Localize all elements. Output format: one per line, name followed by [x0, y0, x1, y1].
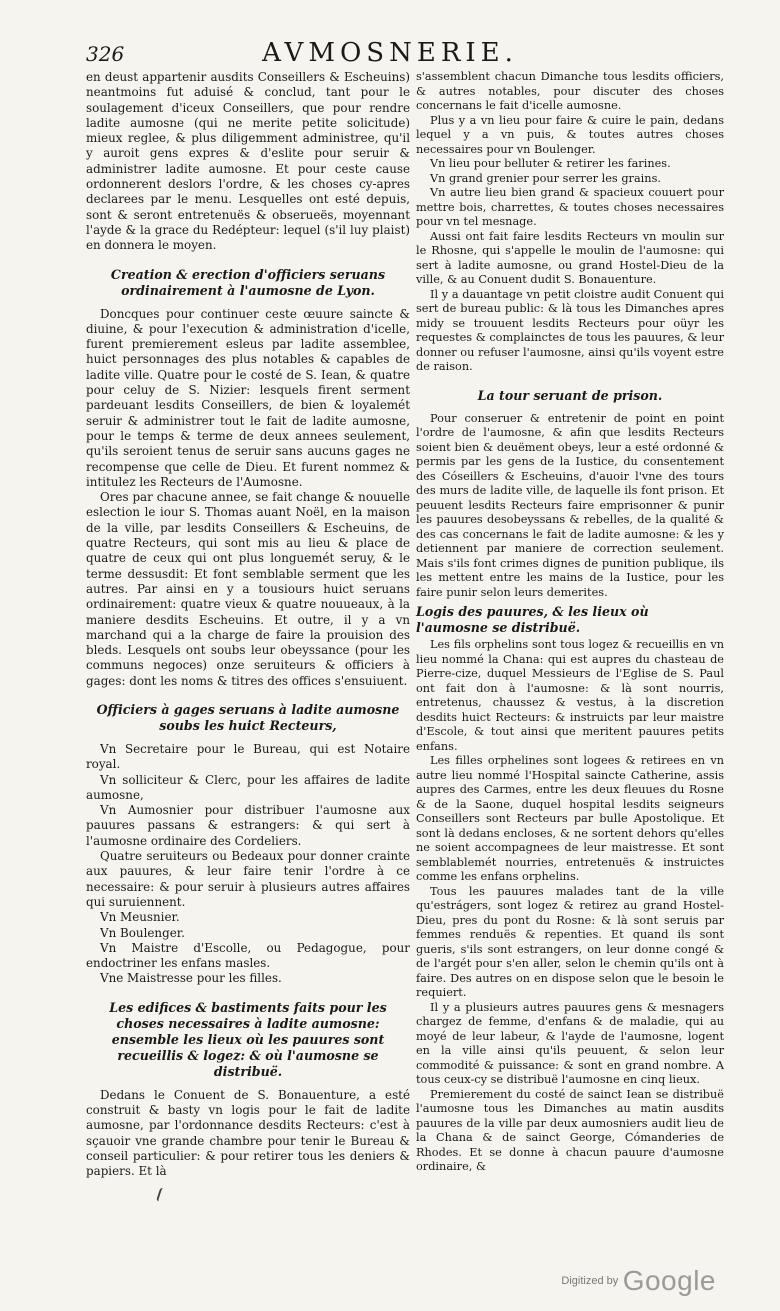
paragraph: Vn autre lieu bien grand & spacieux couuert pour mettre bois, charrettes, & toutes choses necessaires pour vn tel mesnage.	[416, 186, 724, 228]
section-heading: Logis des pauures, & les lieux où l'aumosne se distribuë.	[416, 604, 649, 635]
page-header	[0, 38, 780, 72]
paragraph: Les filles orphelines sont logees & retirees en vn autre lieu nommé l'Hospital saincte Catherine, assis aupres des Carmes, entre les deux fleuues du Rosne & de la Saone, duquel hospital lesdits seigneurs Conseillers sont Recteurs par bulle Apostolique. Et sont là dedans encloses, & ne sortent dehors qu'elles ne soient accompagnees de leur maistresse. Et sont semblablemét nourries, entretenuës & instruictes comme les enfans orphelins.	[416, 754, 724, 883]
paragraph: Il y a plusieurs autres pauures gens & mesnagers chargez de femme, d'enfans & de maladie, qui au moyé de leur labeur, & l'ayde de l'aumosne, logent en la ville ainsi qu'ils peuuent, & selon leur commodité & puissance: & sont en grand nombre. A tous ceux-cy se distribuë l'aumosne en cinq lieux.	[416, 1000, 724, 1086]
watermark-logo: Google	[622, 1265, 716, 1296]
paragraph: Aussi ont fait faire lesdits Recteurs vn moulin sur le Rhosne, qui s'appelle le moulin de l'aumosne: qui sert à ladite aumosne, ou grand Hostel-Dieu de la ville, & au Conuent dudit S. Bonauenture.	[416, 229, 724, 286]
paragraph: Doncques pour continuer ceste œuure saincte & diuine, & pour l'execution & administration d'icelle, furent premierement esleus par ladite assemblee, huict personnages des plus notables & capables de ladite ville. Quatre pour le costé de S. Iean, & quatre pour celuy de S. Nizier: lesquels firent serment pardeuant lesdits Conseillers, de bien & loyalemét seruir & administrer tout le fait de ladite aumosne, pour le temps & terme de deux annees seulement, qu'ils seroient tenus de seruir sans aucuns gages ne recompense que celle de Dieu. Et furent nommez & intitulez les Recteurs de l'Aumosne.	[86, 306, 410, 489]
paragraph: Il y a dauantage vn petit cloistre audit Conuent qui sert de bureau public: & là tous les Dimanches apres midy se trouuent lesdits Recteurs pour oüyr les requestes & complainctes de tous les pauures, & leur donner ou refuser l'aumosne, ainsi qu'ils voyent estre de raison.	[416, 287, 724, 373]
list-item: Vn solliciteur & Clerc, pour les affaires de ladite aumosne,	[86, 772, 410, 802]
list-item: Vne Maistresse pour les filles.	[100, 971, 282, 986]
digitization-watermark	[561, 1265, 716, 1297]
paragraph: Pour conseruer & entretenir de point en point l'ordre de l'aumosne, & afin que lesdits Recteurs soient bien & deuëment obeys, leur a esté ordonné & permis par les gens de la Iustice, du consentement des Cóseillers & Escheuins, d'auoir l'vne des tours des murs de ladite ville, de laquelle ils font prison. Et peuuent lesdits Recteurs faire emprisonner & punir les pauures desobeyssans & rebelles, de la qualité & des cas concernans le fait de ladite aumosne: & les y detiennent par maniere de correction seulement. Mais s'ils font crimes dignes de punition publique, ils les mettent entre les mains de la Iustice, pour les faire punir selon leurs demerites.	[416, 411, 724, 599]
paragraph: Tous les pauures malades tant de la ville qu'estrágers, sont logez & retirez au grand Hostel-Dieu, pres du pont du Rosne: & là sont seruis par femmes renduës & repenties. Et quand ils sont gueris, s'ils sont estrangers, on leur donne congé & de l'argét pour s'en aller, selon le chemin qu'ils ont à faire. Des autres on en dispose selon que le besoin le requiert.	[416, 884, 724, 999]
paragraph: Vn lieu pour belluter & retirer les farines.	[430, 157, 671, 170]
watermark-prefix: Digitized by	[561, 1275, 619, 1287]
section-heading: Creation & erection d'officiers seruans ordinairement à l'aumosne de Lyon.	[110, 266, 386, 298]
list-item: Vn Aumosnier pour distribuer l'aumosne aux pauures passans & estrangers: & qui sert à l'aumosne ordinaire des Cordeliers.	[86, 803, 410, 848]
paragraph: Plus y a vn lieu pour faire & cuire le pain, dedans lequel y a vn puis, & toutes autres choses necessaires pour vn Boulenger.	[416, 113, 724, 156]
ink-mark	[156, 1187, 166, 1202]
running-title: AVMOSNERIE.	[262, 38, 518, 68]
section-heading: La tour seruant de prison.	[477, 387, 663, 403]
paragraph: Premierement du costé de sainct Iean se distribuë l'aumosne tous les Dimanches au matin ausdits pauures de la ville par deux aumosniers audit lieu de la Chana & de sainct George, Cómanderies de Rhodes. Et se donne à chacun pauure d'aumosne ordinaire, &	[416, 1087, 724, 1173]
paragraph: s'assemblent chacun Dimanche tous lesdits officiers, & autres notables, pour discuter des choses concernans le fait d'icelle aumosne.	[416, 70, 724, 112]
paragraph: Les fils orphelins sont tous logez & recueillis en vn lieu nommé la Chana: qui est aupres du chasteau de Pierre-cize, duquel Messieurs de l'Eglise de S. Paul ont fait don à l'aumosne: & là sont nourris, entretenus, chaussez & vestus, à la discretion desdits huict Recteurs: & instruicts par leur maistre d'Escole, & tout ainsi que meritent pauures petits enfans.	[416, 638, 724, 753]
section-heading: Les edifices & bastiments faits pour les choses necessaires à ladite aumosne: ensemble les lieux où les pauures sont recueillis & logez: & où l'aumosne se distribuë.	[109, 999, 387, 1079]
paragraph: Dedans le Conuent de S. Bonauenture, a esté construit & basty vn logis pour le fait de ladite aumosne, par l'ordonnance desdits Recteurs: c'est à sçauoir vne grande chambre pour tenir le Bureau & conseil particulier: & pour retirer tous les deniers & papiers. Et là	[86, 1087, 410, 1179]
list-item: Quatre seruiteurs ou Bedeaux pour donner crainte aux pauures, & leur faire tenir l'ordre à ce necessaire: & pour seruir à plusieurs autres affaires qui suruiennent.	[86, 849, 410, 909]
right-column	[416, 70, 724, 1175]
list-item: Vn Secretaire pour le Bureau, qui est Notaire royal.	[86, 741, 410, 772]
list-item: Vn Meusnier.	[100, 910, 180, 925]
list-item: Vn Boulenger.	[100, 925, 185, 940]
left-column	[86, 70, 410, 1180]
page-number: 326	[86, 42, 125, 66]
section-heading: Officiers à gages seruans à ladite aumosne soubs les huict Recteurs,	[96, 701, 400, 733]
paragraph: Vn grand grenier pour serrer les grains.	[430, 171, 661, 185]
paragraph: en deust appartenir ausdits Conseillers & Escheuins) neantmoins fut aduisé & conclud, tant pour le soulagement d'iceux Conseillers, que pour rendre ladite aumosne (qui ne merite petite solicitude) mieux reglee, & plus diligemment administree, qu'il y auroit gens expres & d'eslite pour seruir & administrer ladite aumosne. Et pour ceste cause ordonnerent deslors l'ordre, & les choses cy-apres declarees par le menu. Lesquelles ont esté depuis, sont & seront entretenuës & obserueës, moyennant l'ayde & la grace du Redépteur: lequel (s'il luy plaist) en donnera le moyen.	[86, 70, 410, 253]
paragraph: Ores par chacune annee, se fait change & nouuelle eslection le iour S. Thomas auant Noël, en la maison de la ville, par lesdits Conseillers & Escheuins, de quatre Recteurs, qui sont mis au lieu & place de quatre de ceux qui ont plus longuemét seruy, & le terme dessusdit: Et font semblable serment que les autres. Par ainsi en y a tousiours huict seruans ordinairement: quatre vieux & quatre nouueaux, à la maniere desdits Escheuins. Et outre, il y a vn marchand qui a la charge de faire la prouision des bleds. Lesquels ont soubs leur obeyssance (pour les communs negoces) onze seruiteurs & officiers à gages: dont les noms & titres des offices s'ensuiuent.	[86, 490, 410, 688]
list-item: Vn Maistre d'Escolle, ou Pedagogue, pour endoctriner les enfans masles.	[86, 940, 410, 971]
